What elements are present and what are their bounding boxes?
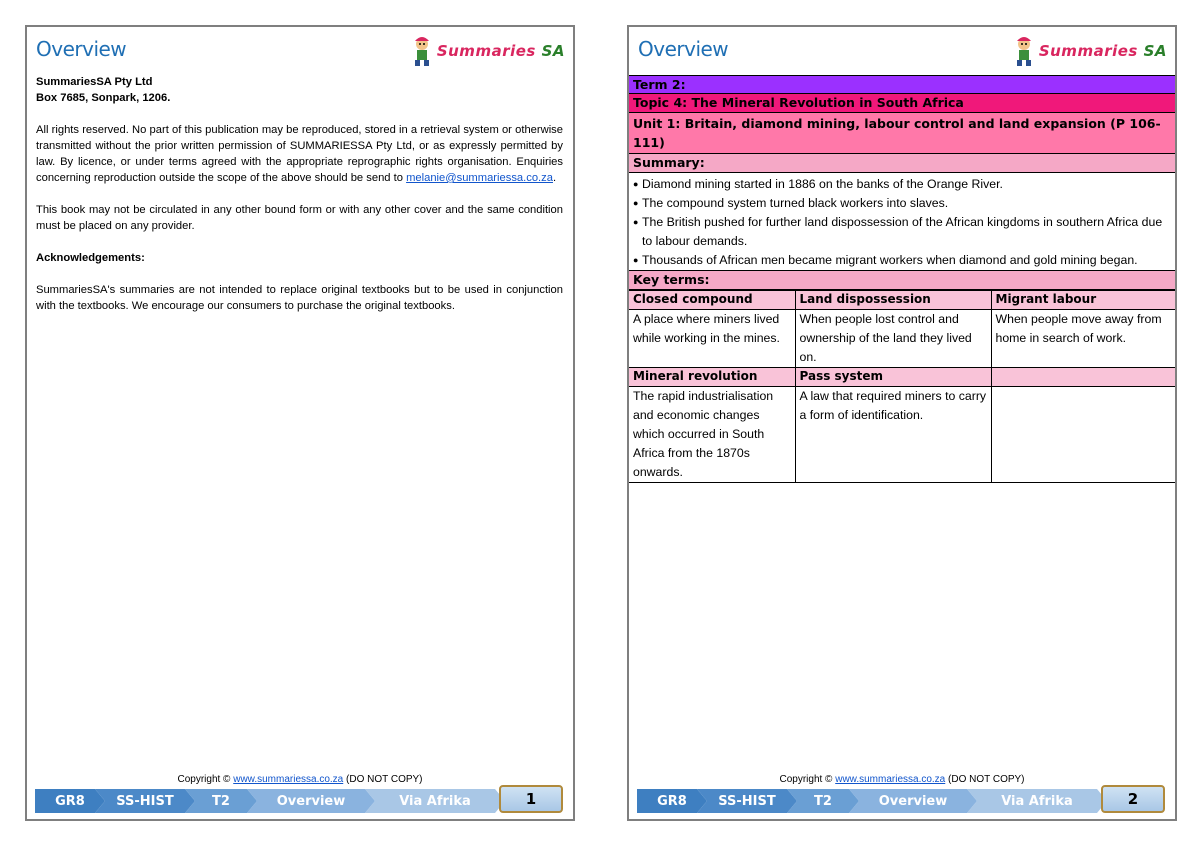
- breadcrumb-grade[interactable]: GR8: [35, 789, 105, 813]
- breadcrumb-subject[interactable]: SS-HIST: [95, 789, 195, 813]
- list-item: ● Diamond mining started in 1886 on the banks of the Orange River.: [633, 177, 1003, 191]
- key-terms-table: [629, 290, 1175, 483]
- copyright-suffix: (DO NOT COPY): [948, 774, 1025, 785]
- logo-wordmark: Summaries: [1038, 42, 1138, 60]
- list-item: ● Thousands of African men became migrant workers when diamond and gold mining began.: [633, 253, 1138, 267]
- website-link[interactable]: www.summariessa.co.za: [233, 774, 344, 785]
- breadcrumb-publisher[interactable]: Via Afrika: [365, 789, 505, 813]
- summary-heading: Summary:: [629, 154, 1175, 173]
- document-page-2: [627, 25, 1177, 821]
- mascot-icon: [409, 35, 435, 67]
- table-row: [629, 310, 1175, 368]
- page-number-badge: 1: [499, 785, 563, 813]
- page-title: Overview: [36, 37, 127, 61]
- overview-table: [629, 75, 1175, 483]
- copyright-prefix: Copyright ©: [779, 774, 833, 785]
- acknowledgements-heading: Acknowledgements:: [36, 252, 145, 264]
- summariessa-logo: [409, 33, 565, 69]
- copyright-line: [629, 774, 1175, 785]
- key-term-definition: A law that required miners to carry a form of identification.: [795, 387, 991, 483]
- summary-list: [629, 173, 1175, 271]
- empty-cell: [991, 387, 1175, 483]
- key-term-definition: When people lost control and ownership of the land they lived on.: [795, 310, 991, 368]
- company-name: SummariesSA Pty Ltd: [36, 76, 153, 88]
- email-link[interactable]: melanie@summariessa.co.za: [406, 172, 553, 184]
- rights-text: All rights reserved. No part of this publication may be reproduced, stored in a retrieval system or otherwise transmitted without the prior written permission of SUMMARIESSA Pty Ltd, or as expressly permitted by law. By licence, or under terms agreed with the appropriate reprographic rights organisation. Enquiries concerning reproduction outside the scope of the above should be send to: [36, 124, 563, 184]
- page-title: Overview: [638, 37, 729, 61]
- key-term: Closed compound: [629, 291, 795, 310]
- mascot-icon: [1011, 35, 1037, 67]
- list-item: ● The British pushed for further land dispossession of the African kingdoms in southern Africa due to labour demands.: [633, 215, 1163, 248]
- summariessa-logo: [1011, 33, 1167, 69]
- table-row: [629, 368, 1175, 387]
- logo-sa: SA: [541, 42, 565, 60]
- logo-sa: SA: [1143, 42, 1167, 60]
- breadcrumb-grade[interactable]: GR8: [637, 789, 707, 813]
- copyright-suffix: (DO NOT COPY): [346, 774, 423, 785]
- key-term: Pass system: [795, 368, 991, 387]
- key-term-definition: The rapid industrialisation and economic changes which occurred in South Africa from the 1870s onwards.: [629, 387, 795, 483]
- table-row: [629, 291, 1175, 310]
- empty-cell: [991, 368, 1175, 387]
- key-term: Mineral revolution: [629, 368, 795, 387]
- page-number-badge: 2: [1101, 785, 1165, 813]
- website-link[interactable]: www.summariessa.co.za: [835, 774, 946, 785]
- breadcrumb-section[interactable]: Overview: [247, 789, 375, 813]
- topic-heading: Topic 4: The Mineral Revolution in South Africa: [629, 94, 1175, 113]
- unit-heading: Unit 1: Britain, diamond mining, labour control and land expansion (P 106-111): [629, 113, 1175, 154]
- breadcrumb-publisher[interactable]: Via Afrika: [967, 789, 1107, 813]
- key-term: Migrant labour: [991, 291, 1175, 310]
- breadcrumb-subject[interactable]: SS-HIST: [697, 789, 797, 813]
- table-row: [629, 387, 1175, 483]
- logo-wordmark: Summaries: [436, 42, 536, 60]
- document-page-1: [25, 25, 575, 821]
- key-term-definition: A place where miners lived while working in the mines.: [629, 310, 795, 368]
- acknowledgements-paragraph: SummariesSA's summaries are not intended to replace original textbooks but to be used in conjunction with the textbooks. We encourage our consumers to purchase the original textbooks.: [36, 284, 563, 312]
- breadcrumb: [35, 789, 505, 813]
- key-terms-heading: Key terms:: [629, 271, 1175, 290]
- breadcrumb-term[interactable]: T2: [185, 789, 257, 813]
- copyright-prefix: Copyright ©: [177, 774, 231, 785]
- key-term: Land dispossession: [795, 291, 991, 310]
- circulation-paragraph: This book may not be circulated in any other bound form or with any other cover and the same condition must be placed on any provider.: [36, 204, 563, 232]
- rights-paragraph: All rights reserved. No part of this publication may be reproduced, stored in a retrieval system or otherwise transmitted without the prior written permission of SUMMARIESSA Pty Ltd, or as expressly permitted by law. By licence, or under terms agreed with the appropriate reprographic rights organisation. Enquiries concerning reproduction outside the scope of the above should be send to melanie@summariessa.co.za.: [36, 124, 563, 184]
- breadcrumb: [637, 789, 1107, 813]
- breadcrumb-term[interactable]: T2: [787, 789, 859, 813]
- term-heading: Term 2:: [629, 75, 1175, 94]
- list-item: ● The compound system turned black workers into slaves.: [633, 196, 949, 210]
- breadcrumb-section[interactable]: Overview: [849, 789, 977, 813]
- key-term-definition: When people move away from home in search of work.: [991, 310, 1175, 368]
- company-address: Box 7685, Sonpark, 1206.: [36, 92, 171, 104]
- copyright-line: [27, 774, 573, 785]
